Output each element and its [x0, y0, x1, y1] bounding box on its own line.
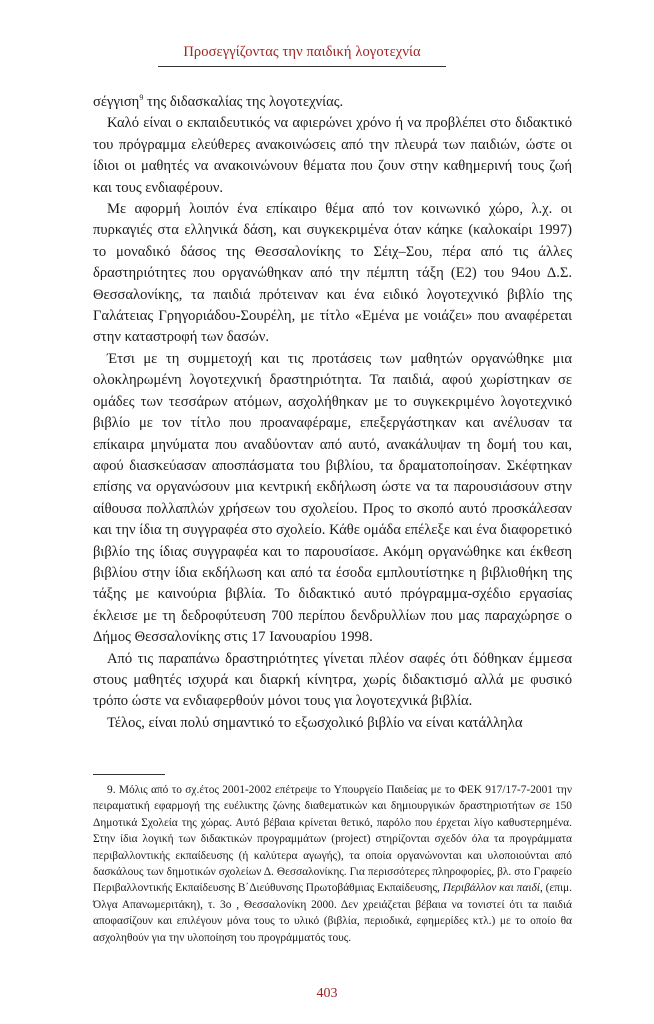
- paragraph-1-start: σέγγιση: [93, 94, 140, 110]
- paragraph-1: [93, 92, 572, 113]
- paragraph-5: Από τις παραπάνω δραστηριότητες γίνεται πλέον σαφές ότι δόθηκαν έμμεσα στους μαθητές ισχυρά και διαρκή κίνητρα, χωρίς διδακτισμό αλλά με φυσικό τρόπο ώστε να ενδιαφερθούν μόνοι τους για λογοτεχνικά βιβλία.: [93, 650, 572, 710]
- paragraph-2: Καλό είναι ο εκπαιδευτικός να αφιερώνει χρόνο ή να προβλέπει στο διδακτικό του πρόγραμμα ελεύθερες ανακοινώσεις από την πλευρά των παιδιών, ώστε οι ίδιοι οι μαθητές να ανακοινώνουν θέματα που ζουν στην καθημερινή τους ζωή και τους ενδιαφέρουν.: [93, 115, 572, 196]
- footnote-marker[interactable]: 9: [139, 93, 144, 103]
- paragraph-6: Τέλος, είναι πολύ σημαντικό το εξωσχολικό βιβλίο να είναι κατάλληλα: [107, 714, 523, 731]
- footnote-text-end: , (επιμ. Όλγα Απανωμεριτάκη), τ. 3ο , Θεσσαλονίκη 2000. Δεν χρειάζεται βέβαια να τονιστεί ότι τα παιδιά αποφασίζουν και επιλέγουν μόνα τους το υλικό (βιβλία, περιοδικά, εφημερίδες κτλ.) με το οποίο θα ασχοληθούν για την υλοποίηση του προγράμματός τους.: [93, 882, 572, 944]
- header-rule: [158, 66, 446, 67]
- paragraph-1-end: της διδασκαλίας της λογοτεχνίας.: [143, 94, 344, 110]
- main-text: [93, 92, 572, 734]
- footnote-rule: [93, 774, 165, 775]
- running-header: Προσεγγίζοντας την παιδική λογοτεχνία: [183, 44, 421, 60]
- paragraph-4: Έτσι με τη συμμετοχή και τις προτάσεις των μαθητών οργανώθηκε μια ολοκληρωμένη λογοτεχνική δραστηριότητα. Τα παιδιά, αφού χωρίστηκαν σε ομάδες των τεσσάρων ατόμων, ασχολήθηκαν με το συγκεκριμένο λογοτεχνικό βιβλίο με τον τίτλο που προαναφέραμε, επεξεργάστηκαν και ανέλυσαν τα επίκαιρα μηνύματα που αναδύονταν από αυτό, ανακάλυψαν τη δομή του και, αφού διασκεύασαν αποσπάσματα του βιβλίου, τα δραματοποίησαν. Σκέφτηκαν επίσης να οργανώσουν μια κεντρική εκδήλωση ώστε να τα παρουσιάσουν στην αίθουσα πολλαπλών χρήσεων του σχολείου. Προς το σκοπό αυτό προσκάλεσαν και την ίδια τη συγγραφέα στο σχολείο. Κάθε ομάδα επέλεξε και ένα διαφορετικό βιβλίο της ίδιας συγγραφέα και το παρουσίασε. Ακόμη οργανώθηκε και έκθεση βιβλίου στην ίδια εκδήλωση και από τα έσοδα εμπλουτίστηκε η βιβλιοθήκη της τάξης με καινούρια βιβλία. Το διδακτικό αυτό πρόγραμμα-σχέδιο εργασίας έκλεισε με τη δεδροφύτευση 700 περίπου δενδρυλλίων που μας παραχώρησε ο Δήμος Θεσσαλονίκης στις 17 Ιανουαρίου 1998.: [93, 350, 572, 646]
- footnote-text-start: 9. Μόλις από το σχ.έτος 2001-2002 επέτρεψε το Υπουργείο Παιδείας με το ΦΕΚ 917/17-7-2001 την πειραματική εφαρμογή της ευέλικτης ζώνης διαθεματικών και δημιουργικών δραστηριοτήτων σε 150 Δημοτικά Σχολεία της χώρας. Αυτό βέβαια κρίνεται θετικό, παρόλο που έρχεται λίγο καθυστερημένα. Στην ίδια λογική των διδακτικών προγραμμάτων (project) στηρίζονται σχεδόν όλα τα προγράμματα περιβαλλοντικής εκπαίδευσης (ή καλύτερα αγωγής), τα οποία οργανώνονται και υλοποιούνται από δασκάλους των δημοτικών σχολείων Δ. Θεσσαλονίκης. Για περισσότερες πληροφορίες, βλ. στο Γραφείο Περιβαλλοντικής Εκπαίδευσης Β΄Διεύθυνσης Πρωτοβάθμιας Εκπαίδευσης,: [93, 784, 572, 895]
- footnote-9: [93, 782, 572, 946]
- paragraph-3: Με αφορμή λοιπόν ένα επίκαιρο θέμα από τον κοινωνικό χώρο, λ.χ. οι πυρκαγιές στα ελληνικά δάση, και συγκεκριμένα όταν κάηκε (καλοκαίρι 1997) το μοναδικό δάσος της Θεσσαλονίκης το Σέιχ–Σου, πέρα από τις άλλες δραστηριότητες που οργανώθηκαν από την πέμπτη τάξη (Ε2) του 94ου Δ.Σ. Θεσσαλονίκης, τα παιδιά πρότειναν και ένα ειδικό λογοτεχνικό βιβλίο της Γαλάτειας Γρηγοριάδου-Σουρέλη, με τίτλο «Εμένα με νοιάζει» που αναφέρεται στην καταστροφή των δασών.: [93, 201, 572, 346]
- page-number: 403: [316, 986, 338, 1001]
- footnote-book-title: Περιβάλλον και παιδί: [442, 882, 540, 895]
